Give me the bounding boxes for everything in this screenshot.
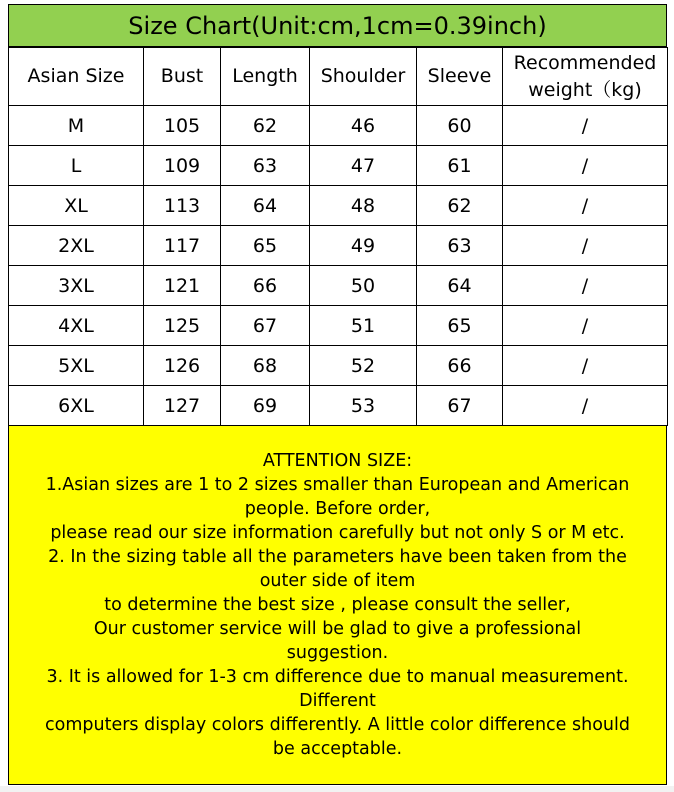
cell-shoulder: 51 <box>310 306 417 346</box>
cell-shoulder: 50 <box>310 266 417 306</box>
cell-length: 69 <box>221 386 310 426</box>
cell-bust: 126 <box>144 346 221 386</box>
chart-title: Size Chart(Unit:cm,1cm=0.39inch) <box>8 4 667 47</box>
table-row <box>9 266 668 306</box>
cell-sleeve: 63 <box>417 226 503 266</box>
notice-line: 3. It is allowed for 1-3 cm difference due to manual measurement. <box>46 667 629 687</box>
col-header-length: Length <box>221 48 310 106</box>
cell-sleeve: 67 <box>417 386 503 426</box>
table-row <box>9 186 668 226</box>
cell-sleeve: 64 <box>417 266 503 306</box>
cell-length: 65 <box>221 226 310 266</box>
cell-weight: / <box>503 386 668 426</box>
col-header-sleeve: Sleeve <box>417 48 503 106</box>
cell-size: L <box>9 146 144 186</box>
size-chart <box>8 4 667 426</box>
cell-shoulder: 52 <box>310 346 417 386</box>
col-header-weight: Recommended weight（kg) <box>503 48 668 106</box>
notice-line: please read our size information carefully but not only S or M etc. <box>50 523 625 543</box>
cell-shoulder: 49 <box>310 226 417 266</box>
cell-size: 5XL <box>9 346 144 386</box>
table-row <box>9 346 668 386</box>
table-row <box>9 306 668 346</box>
cell-length: 67 <box>221 306 310 346</box>
cell-size: M <box>9 106 144 146</box>
col-header-asian-size: Asian Size <box>9 48 144 106</box>
cell-size: 6XL <box>9 386 144 426</box>
col-header-shoulder: Shoulder <box>310 48 417 106</box>
notice-heading: ATTENTION SIZE: <box>262 451 413 471</box>
cell-bust: 117 <box>144 226 221 266</box>
cell-length: 66 <box>221 266 310 306</box>
cell-weight: / <box>503 266 668 306</box>
cell-bust: 121 <box>144 266 221 306</box>
cell-shoulder: 48 <box>310 186 417 226</box>
cell-length: 62 <box>221 106 310 146</box>
notice-line: people. Before order, <box>244 499 431 519</box>
table-row <box>9 386 668 426</box>
cell-sleeve: 61 <box>417 146 503 186</box>
cell-shoulder: 46 <box>310 106 417 146</box>
table-row <box>9 226 668 266</box>
cell-bust: 127 <box>144 386 221 426</box>
header-row <box>9 48 668 106</box>
notice-line: suggestion. <box>286 643 389 663</box>
cell-size: 4XL <box>9 306 144 346</box>
cell-size: 2XL <box>9 226 144 266</box>
attention-notice <box>8 425 667 785</box>
cell-sleeve: 65 <box>417 306 503 346</box>
cell-length: 63 <box>221 146 310 186</box>
table-row <box>9 106 668 146</box>
cell-bust: 109 <box>144 146 221 186</box>
size-table <box>8 47 668 426</box>
cell-length: 64 <box>221 186 310 226</box>
cell-weight: / <box>503 226 668 266</box>
cell-sleeve: 62 <box>417 186 503 226</box>
cell-bust: 125 <box>144 306 221 346</box>
cell-shoulder: 53 <box>310 386 417 426</box>
cell-bust: 113 <box>144 186 221 226</box>
notice-line: Different <box>299 691 376 711</box>
notice-line: outer side of item <box>259 571 416 591</box>
notice-line: computers display colors differently. A little color difference should <box>45 715 630 735</box>
cell-weight: / <box>503 346 668 386</box>
cell-sleeve: 60 <box>417 106 503 146</box>
cell-weight: / <box>503 306 668 346</box>
notice-line: to determine the best size , please consult the seller, <box>104 595 571 615</box>
table-row <box>9 146 668 186</box>
notice-line: 2. In the sizing table all the parameters have been taken from the <box>48 547 627 567</box>
notice-line: be acceptable. <box>272 739 403 759</box>
cell-size: 3XL <box>9 266 144 306</box>
cell-weight: / <box>503 106 668 146</box>
cell-weight: / <box>503 186 668 226</box>
notice-line: Our customer service will be glad to give a professional <box>93 619 582 639</box>
cell-length: 68 <box>221 346 310 386</box>
col-header-bust: Bust <box>144 48 221 106</box>
cell-size: XL <box>9 186 144 226</box>
cell-shoulder: 47 <box>310 146 417 186</box>
cell-weight: / <box>503 146 668 186</box>
bottom-strip <box>0 786 674 792</box>
cell-bust: 105 <box>144 106 221 146</box>
notice-line: 1.Asian sizes are 1 to 2 sizes smaller than European and American <box>45 475 630 495</box>
cell-sleeve: 66 <box>417 346 503 386</box>
